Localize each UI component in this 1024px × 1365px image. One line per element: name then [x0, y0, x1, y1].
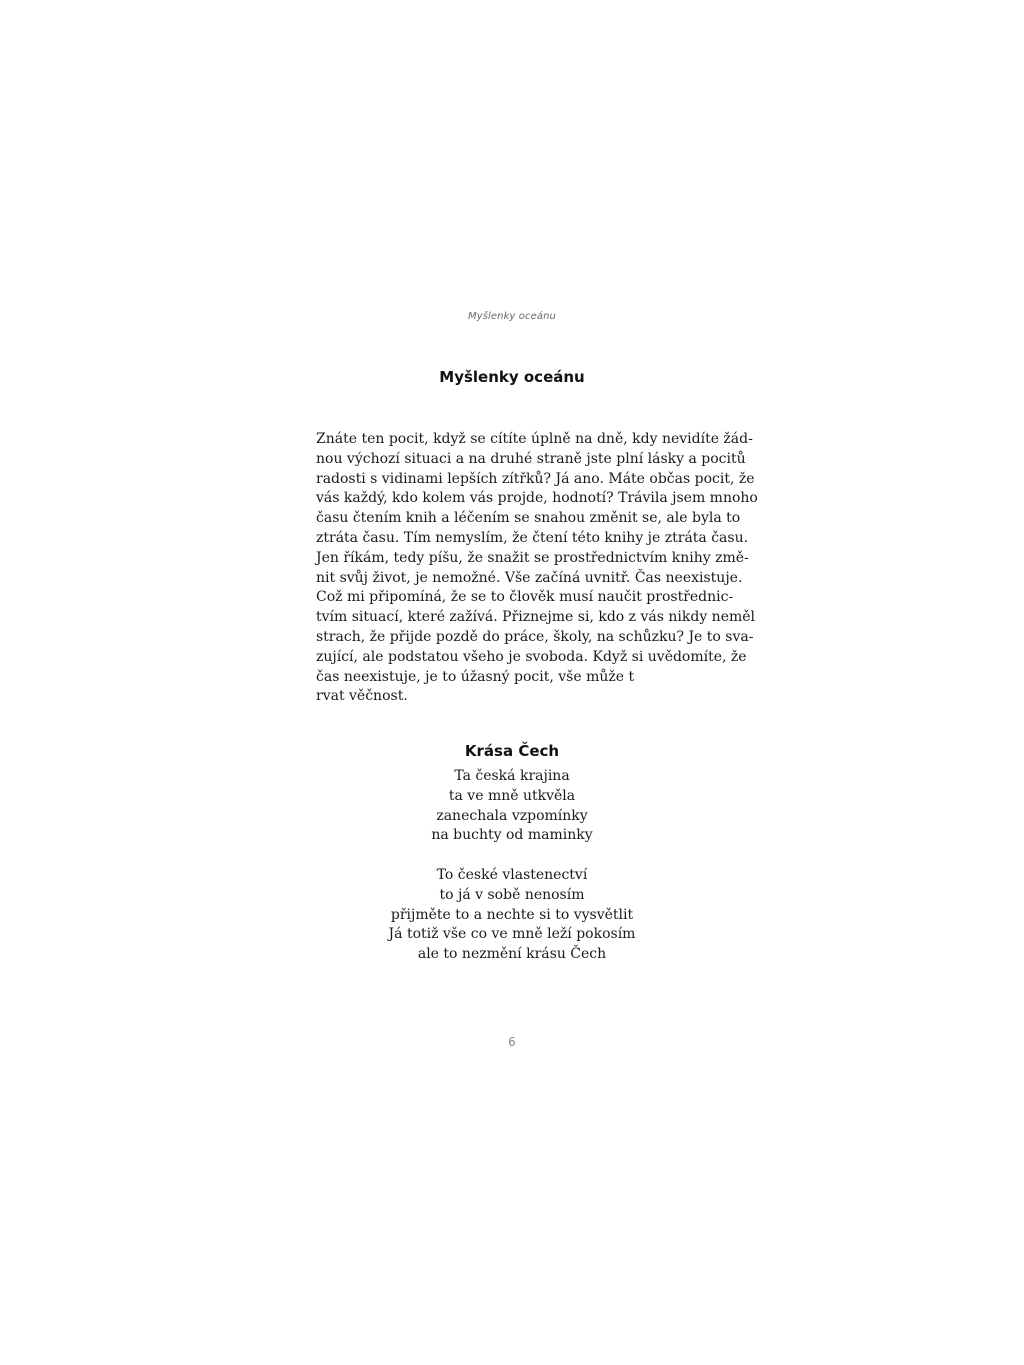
prose-line: zující, ale podstatou všeho je svoboda. Když si uvědomíte, že — [316, 648, 747, 665]
prose-line: vás každý, kdo kolem vás projde, hodnotí? Trávila jsem mnoho — [316, 490, 758, 507]
prose-line: nit svůj život, je nemožné. Vše začíná uvnitř. Čas neexistuje. — [316, 569, 743, 586]
poem-title: Krása Čech — [464, 742, 560, 760]
poem — [0, 767, 1024, 985]
running-header: Myšlenky oceánu — [468, 311, 556, 322]
poem-verse: ale to nezmění krásu Čech — [417, 946, 607, 963]
prose-line: nou výchozí situaci a na druhé straně jste plní lásky a pocitů — [316, 450, 746, 467]
prose-line: ztráta času. Tím nemyslím, že čtení této knihy je ztráta času. — [316, 529, 749, 546]
prose-line: času čtením knih a léčením se snahou změnit se, ale byla to — [316, 510, 741, 527]
prose-line: Znáte ten pocit, když se cítíte úplně na dně, kdy nevidíte žád- — [316, 431, 753, 447]
prose-paragraph — [316, 430, 758, 707]
poem-verse: To české vlastenectví — [436, 866, 588, 883]
poem-verse: ta ve mně utkvěla — [448, 787, 576, 804]
prose-line: čas neexistuje, je to úžasný pocit, vše může t — [316, 668, 635, 685]
poem-verse: přijměte to a nechte si to vysvětlit — [390, 906, 634, 923]
poem-stanza — [0, 866, 1024, 965]
poem-verse: Ta česká krajina — [454, 768, 570, 784]
poem-verse: to já v sobě nenosím — [439, 886, 585, 903]
prose-line: Což mi připomíná, že se to člověk musí naučit prostřednic- — [316, 589, 734, 606]
prose-line: strach, že přijde pozdě do práce, školy, na schůzku? Je to sva- — [316, 628, 754, 645]
prose-line: radosti s vidinami lepších zítřků? Já ano. Máte občas pocit, že — [316, 470, 755, 487]
poem-verse: Já totiž vše co ve mně leží pokosím — [388, 926, 636, 943]
page-number: 6 — [508, 1035, 516, 1049]
prose-line: rvat věčnost. — [316, 688, 408, 705]
poem-verse: zanechala vzpomínky — [436, 807, 588, 824]
prose-line: tvím situací, které zažívá. Přiznejme si, kdo z vás nikdy neměl — [316, 609, 756, 626]
poem-verse: na buchty od maminky — [431, 827, 593, 844]
poem-stanza — [0, 767, 1024, 846]
chapter-title: Myšlenky oceánu — [439, 368, 585, 386]
prose-line: Jen říkám, tedy píšu, že snažit se prostřednictvím knihy změ- — [316, 549, 749, 566]
